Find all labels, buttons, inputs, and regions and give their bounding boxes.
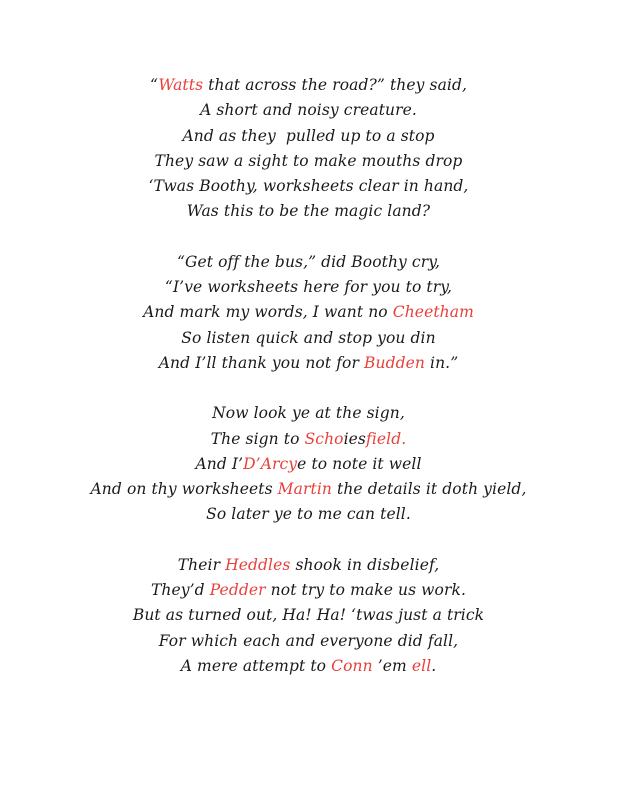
poem-line — [0, 275, 617, 300]
poem-line — [0, 553, 617, 578]
line-text: And mark my words, I want no — [143, 303, 393, 322]
line-text: “I’ve worksheets here for you to try, — [164, 278, 453, 297]
poem-line — [0, 250, 617, 275]
poem-line — [0, 73, 617, 98]
line-text: the details it doth yield, — [331, 480, 527, 499]
poem — [0, 73, 617, 704]
poem-line — [0, 124, 617, 149]
stanza — [0, 401, 617, 527]
line-text: And I’ — [195, 454, 244, 473]
highlighted-word: Watts — [158, 76, 204, 94]
line-text: shook in disbelief, — [290, 555, 440, 574]
poem-line — [0, 603, 617, 628]
poem-line — [0, 351, 617, 376]
line-text: For which each and everyone did fall, — [158, 631, 459, 650]
line-text: Now look ye at the sign, — [212, 404, 405, 423]
highlighted-word: field. — [365, 429, 407, 448]
line-text: And I’ll thank you not for — [158, 353, 365, 372]
poem-line — [0, 578, 617, 603]
line-text: “Get off the bus,” did Boothy cry, — [176, 252, 441, 271]
poem-line — [0, 629, 617, 654]
line-text: ‘Twas Boothy, worksheets clear in hand, — [148, 177, 469, 196]
poem-line — [0, 199, 617, 224]
highlighted-word: Pedder — [209, 581, 266, 600]
stanza — [0, 73, 617, 225]
line-text: that across the road?” they said, — [203, 76, 468, 94]
line-text: Was this to be the magic land? — [186, 202, 431, 221]
poem-line — [0, 477, 617, 502]
line-text: So listen quick and stop you din — [181, 328, 436, 347]
highlighted-word: Scho — [304, 429, 344, 448]
line-text: But as turned out, Ha! Ha! ‘twas just a trick — [132, 606, 485, 625]
poem-line — [0, 427, 617, 452]
poem-line — [0, 149, 617, 174]
poem-line — [0, 300, 617, 325]
stanza — [0, 250, 617, 376]
line-text: Their — [177, 555, 226, 574]
highlighted-word: Conn — [331, 656, 373, 675]
line-text: ies — [343, 429, 366, 448]
highlighted-word: Martin — [277, 480, 332, 499]
line-text: . — [431, 656, 437, 675]
line-text: A short and noisy creature. — [200, 101, 417, 120]
poem-line — [0, 174, 617, 199]
line-text: So later ye to me can tell. — [206, 505, 411, 524]
poem-line — [0, 401, 617, 426]
poem-line — [0, 98, 617, 123]
line-text: “ — [149, 76, 159, 94]
line-text: The sign to — [210, 429, 305, 448]
highlighted-word: Budden — [364, 353, 425, 372]
line-text: They saw a sight to make mouths drop — [154, 151, 463, 170]
highlighted-word: Heddles — [225, 555, 291, 574]
poem-line — [0, 326, 617, 351]
line-text: not try to make us work. — [265, 581, 466, 600]
line-text: And as they pulled up to a stop — [182, 126, 435, 145]
poem-line — [0, 502, 617, 527]
highlighted-word: Cheetham — [392, 303, 474, 322]
highlighted-word: ell — [411, 656, 432, 675]
line-text: They’d — [150, 581, 210, 600]
highlighted-word: D’Arcy — [243, 454, 298, 473]
line-text: And on thy worksheets — [90, 480, 278, 499]
stanza — [0, 553, 617, 679]
line-text: A mere attempt to — [180, 656, 332, 675]
line-text: e to note it well — [297, 454, 422, 473]
line-text: ’em — [372, 656, 412, 675]
poem-line — [0, 654, 617, 679]
poem-line — [0, 452, 617, 477]
line-text: in.” — [425, 353, 459, 372]
